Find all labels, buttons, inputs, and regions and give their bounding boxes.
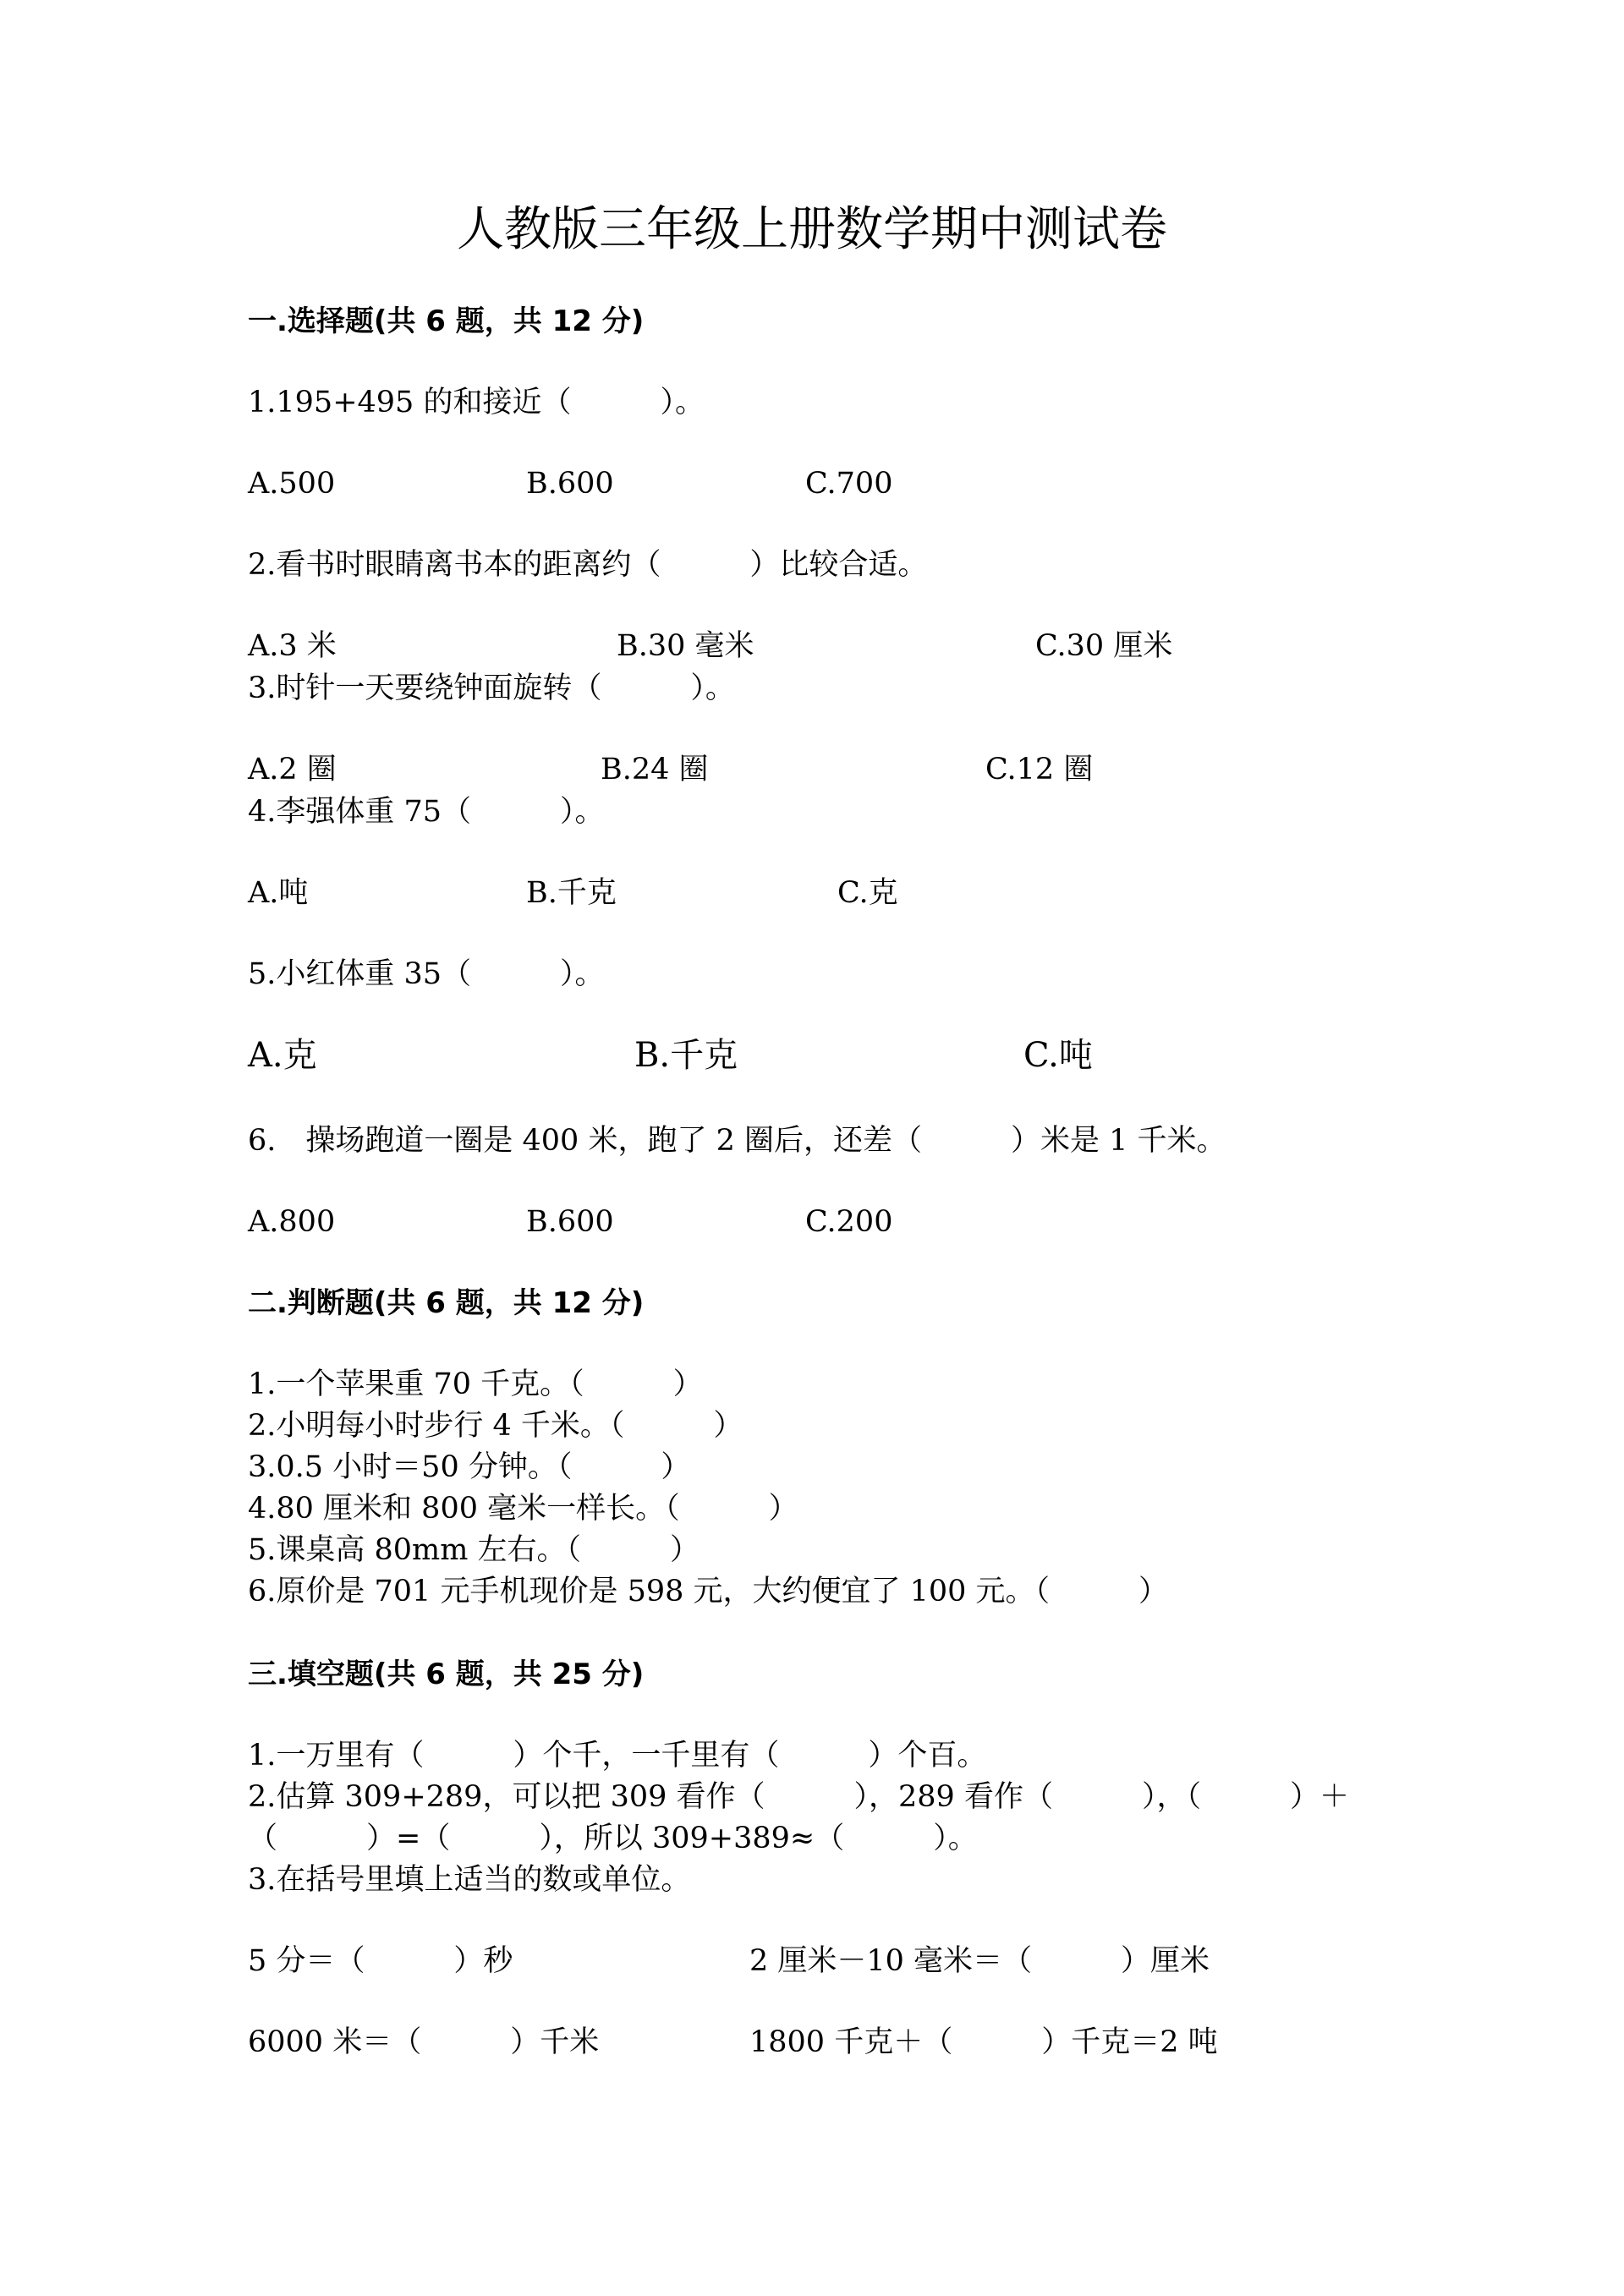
question-1-text: 1.195+495 的和接近（ ）。 xyxy=(248,386,705,419)
question-2-option-b: B.30 毫米 xyxy=(617,629,754,663)
question-6-option-c: C.200 xyxy=(805,1205,893,1239)
fill-row-2-right: 1800 千克＋（ ）千克＝2 吨 xyxy=(749,2025,1218,2059)
fill-row-2-left: 6000 米＝（ ）千米 xyxy=(248,2025,600,2059)
judge-item: 4.80 厘米和 800 毫米一样长。（ ） xyxy=(248,1492,798,1526)
question-2-text: 2.看书时眼睛离书本的距离约（ ）比较合适。 xyxy=(248,548,928,582)
question-3-option-b: B.24 圈 xyxy=(601,753,709,786)
question-5-option-a: A.克 xyxy=(248,1036,317,1075)
judge-item: 6.原价是 701 元手机现价是 598 元，大约便宜了 100 元。（ ） xyxy=(248,1575,1169,1608)
question-5-text: 5.小红体重 35（ ）。 xyxy=(248,957,605,991)
exam-title: 人教版三年级上册数学期中测试卷 xyxy=(457,202,1167,257)
question-4-option-a: A.吨 xyxy=(248,876,309,910)
question-6-option-a: A.800 xyxy=(248,1205,336,1239)
fill-question-1: 1.一万里有（ ）个千，一千里有（ ）个百。 xyxy=(248,1739,987,1773)
section-heading-fill: 三.填空题(共 6 题，共 25 分) xyxy=(248,1658,645,1691)
question-1-option-b: B.600 xyxy=(526,467,614,501)
question-3-text: 3.时针一天要绕钟面旋转（ ）。 xyxy=(248,671,735,705)
question-4-text: 4.李强体重 75（ ）。 xyxy=(248,795,605,829)
judge-item: 1.一个苹果重 70 千克。（ ） xyxy=(248,1367,703,1401)
question-3-option-c: C.12 圈 xyxy=(985,753,1094,786)
question-1-option-c: C.700 xyxy=(805,467,893,501)
fill-question-3: 3.在括号里填上适当的数或单位。 xyxy=(248,1863,691,1897)
judge-item: 5.课桌高 80mm 左右。（ ） xyxy=(248,1533,700,1567)
question-2-option-a: A.3 米 xyxy=(248,629,337,663)
question-5-option-b: B.千克 xyxy=(634,1036,738,1075)
question-2-option-c: C.30 厘米 xyxy=(1035,629,1173,663)
judge-item: 2.小明每小时步行 4 千米。（ ） xyxy=(248,1409,743,1443)
question-4-option-c: C.克 xyxy=(837,876,898,910)
question-6-option-b: B.600 xyxy=(526,1205,614,1239)
judge-item: 3.0.5 小时＝50 分钟。（ ） xyxy=(248,1450,691,1484)
fill-question-2-line-1: 2.估算 309+289，可以把 309 看作（ ），289 看作（ ），（ ）＋ xyxy=(248,1780,1349,1814)
question-5-option-c: C.吨 xyxy=(1023,1036,1093,1075)
question-4-option-b: B.千克 xyxy=(526,876,617,910)
question-3-option-a: A.2 圈 xyxy=(248,753,337,786)
fill-row-1-left: 5 分＝（ ）秒 xyxy=(248,1944,513,1978)
fill-row-1-right: 2 厘米－10 毫米＝（ ）厘米 xyxy=(749,1944,1210,1978)
question-1-option-a: A.500 xyxy=(248,467,336,501)
section-heading-choice: 一.选择题(共 6 题，共 12 分) xyxy=(248,304,645,338)
section-heading-judge: 二.判断题(共 6 题，共 12 分) xyxy=(248,1286,645,1320)
question-6-text: 6. 操场跑道一圈是 400 米，跑了 2 圈后，还差（ ）米是 1 千米。 xyxy=(248,1124,1226,1158)
fill-question-2-line-2: （ ）=（ ），所以 309+389≈（ ）。 xyxy=(248,1822,978,1855)
